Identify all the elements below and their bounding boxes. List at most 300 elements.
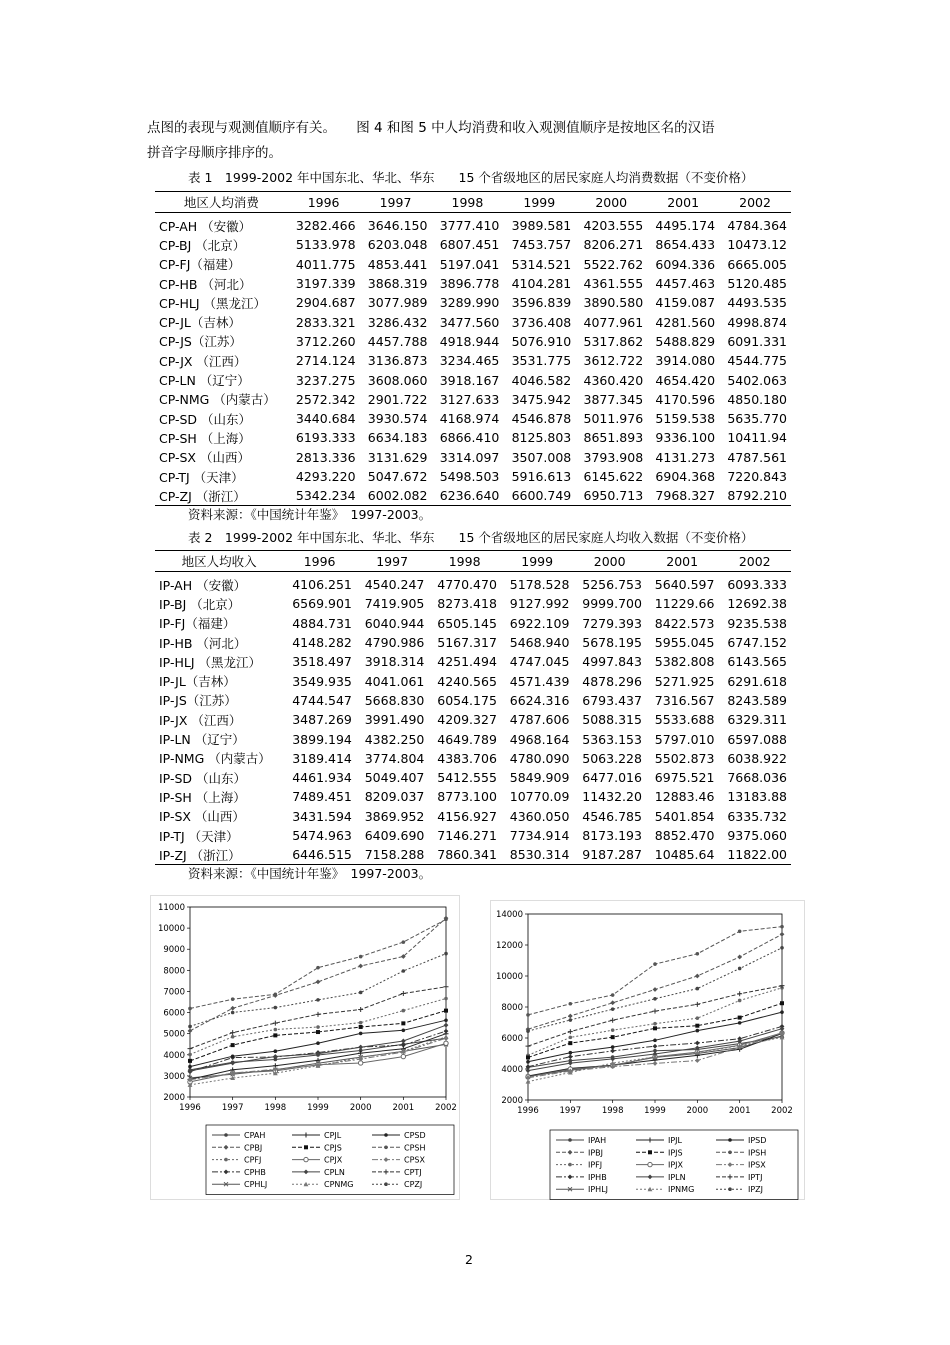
series-point — [444, 952, 448, 956]
region-cell: IP-NMG （内蒙古） — [159, 751, 271, 767]
value-cell: 6950.713 — [575, 486, 647, 506]
value-cell: 11432.20 — [582, 789, 642, 805]
value-cell: 4540.247 — [364, 577, 425, 593]
value-cell: 4493.535 — [727, 295, 787, 311]
year-column-header: 1999 — [501, 551, 574, 572]
value-cell: 3596.839 — [511, 295, 572, 311]
value-cell: 6203.048 — [367, 237, 428, 253]
value-cell: 4293.220 — [295, 469, 356, 484]
series-point — [738, 967, 742, 971]
table-row — [155, 255, 791, 274]
series-point — [648, 1150, 652, 1154]
legend-label: CPFJ — [244, 1155, 262, 1165]
legend-label: IPFJ — [588, 1160, 603, 1170]
y-tick-label: 4000 — [501, 1065, 523, 1075]
series-point — [231, 1011, 235, 1015]
value-cell: 8243.589 — [727, 692, 787, 708]
value-cell: 8206.271 — [583, 237, 644, 253]
series-point — [316, 1041, 320, 1045]
value-cell: 4383.706 — [437, 750, 497, 766]
series-point — [188, 1059, 192, 1063]
value-cell: 3991.490 — [364, 712, 425, 728]
y-tick-label: 10000 — [157, 924, 185, 935]
series-point — [728, 1138, 732, 1142]
value-cell: 3899.194 — [292, 731, 352, 747]
region-cell: CP-LN （辽宁） — [159, 373, 250, 389]
region-cell: CP-JS（江苏） — [159, 334, 242, 350]
value-cell: 9375.060 — [727, 828, 787, 843]
table-row — [155, 351, 791, 370]
y-tick-label: 9000 — [163, 945, 185, 956]
value-cell: 6054.175 — [437, 692, 497, 708]
legend-label: IPSH — [748, 1148, 767, 1158]
x-tick-label: 1997 — [221, 1103, 244, 1113]
value-cell: 3237.275 — [295, 372, 356, 388]
value-cell: 8273.418 — [437, 596, 497, 612]
value-cell: 4649.789 — [437, 731, 497, 747]
value-cell: 5314.521 — [511, 256, 572, 272]
value-cell: 5197.041 — [439, 256, 500, 272]
value-cell: 9127.992 — [509, 596, 570, 612]
value-cell: 4203.555 — [583, 218, 644, 234]
x-tick-label: 2002 — [435, 1103, 457, 1113]
table-row — [155, 633, 791, 652]
value-cell: 3989.581 — [511, 218, 572, 234]
value-cell: 5167.317 — [437, 635, 497, 651]
table-row — [155, 448, 791, 467]
value-cell: 5412.555 — [437, 770, 497, 786]
value-cell: 8852.470 — [654, 828, 715, 843]
table2-header-row — [155, 551, 791, 572]
series-point — [611, 993, 615, 997]
x-tick-label: 1996 — [179, 1103, 201, 1113]
series-point — [444, 1018, 448, 1022]
table-row — [155, 213, 791, 236]
value-cell: 3777.410 — [439, 218, 500, 234]
legend-label: IPTJ — [748, 1172, 763, 1182]
region-cell: CP-ZJ （浙江） — [155, 486, 288, 506]
value-cell: 8125.803 — [511, 430, 572, 446]
series-point — [728, 1187, 732, 1191]
series-point — [274, 1028, 278, 1032]
region-cell: CP-SH （上海） — [159, 430, 251, 446]
year-column-header: 2000 — [575, 192, 647, 213]
value-cell: 8422.573 — [654, 615, 715, 631]
legend-label: CPSD — [404, 1131, 426, 1140]
x-tick-label: 2001 — [392, 1103, 415, 1113]
value-cell: 4918.944 — [439, 333, 500, 349]
series-point — [188, 1053, 192, 1057]
value-cell: 6665.005 — [727, 256, 787, 272]
value-cell: 5049.407 — [364, 770, 425, 786]
value-cell: 5401.854 — [654, 808, 715, 824]
region-cell: CP-NMG （内蒙古） — [159, 392, 276, 408]
value-cell: 6094.336 — [655, 256, 716, 272]
series-point — [648, 1162, 652, 1166]
value-cell: 3918.314 — [364, 654, 425, 670]
region-cell: IP-JX （江西） — [159, 712, 242, 728]
value-cell: 3314.097 — [439, 449, 500, 465]
body-paragraph — [147, 116, 787, 166]
value-cell: 4571.439 — [509, 673, 570, 689]
value-cell: 6600.749 — [503, 486, 575, 506]
region-cell: IP-HB （河北） — [159, 635, 247, 651]
series-point — [696, 1029, 700, 1033]
value-cell: 4168.974 — [439, 411, 500, 427]
value-cell: 6807.451 — [439, 237, 500, 253]
value-cell: 4495.174 — [655, 218, 716, 234]
series-point — [569, 1018, 573, 1022]
value-cell: 6477.016 — [582, 770, 642, 786]
value-cell: 4240.565 — [437, 673, 497, 689]
region-cell: IP-TJ （天津） — [159, 828, 239, 844]
value-cell: 4156.927 — [437, 808, 497, 824]
value-cell: 3793.908 — [583, 449, 644, 465]
series-point — [738, 930, 742, 934]
value-cell: 6793.437 — [582, 692, 642, 708]
value-cell: 3440.684 — [295, 411, 356, 427]
value-cell: 4787.561 — [727, 449, 787, 465]
value-cell: 5522.762 — [583, 256, 644, 272]
series-point — [231, 1035, 235, 1039]
value-cell: 3930.574 — [367, 411, 428, 427]
value-cell: 5178.528 — [509, 577, 570, 593]
legend-label: CPZJ — [404, 1180, 423, 1190]
table-row — [155, 671, 791, 690]
legend-label: CPHB — [244, 1167, 266, 1177]
table1-header-row — [155, 192, 791, 213]
y-tick-label: 2000 — [163, 1093, 185, 1103]
value-cell: 6236.640 — [431, 486, 503, 506]
value-cell: 5533.688 — [654, 712, 715, 728]
region-cell: IP-JL（吉林） — [159, 674, 236, 690]
region-cell: IP-HLJ （黑龙江） — [159, 654, 261, 670]
value-cell: 4209.327 — [437, 712, 497, 728]
value-cell: 4382.250 — [364, 731, 425, 747]
value-cell: 9336.100 — [655, 430, 716, 446]
value-cell: 5635.770 — [727, 411, 787, 427]
year-column-header: 1997 — [356, 551, 429, 572]
series-point — [611, 1035, 615, 1039]
region-cell: IP-SD （山东） — [159, 770, 246, 786]
series-point — [359, 1021, 363, 1025]
x-tick-label: 1999 — [644, 1106, 666, 1116]
legend-label: IPSD — [748, 1136, 767, 1145]
value-cell: 5159.538 — [655, 411, 716, 427]
series-point — [526, 1013, 530, 1017]
series-point — [696, 952, 700, 956]
value-cell: 4998.874 — [727, 314, 787, 330]
series-point — [188, 1007, 192, 1011]
value-cell: 4170.596 — [655, 391, 716, 407]
value-cell: 3077.989 — [367, 295, 428, 311]
chart-legend — [206, 1125, 454, 1195]
value-cell: 4654.420 — [655, 372, 716, 388]
value-cell: 3712.260 — [295, 333, 356, 349]
value-cell: 5363.153 — [582, 731, 642, 747]
value-cell: 4361.555 — [583, 276, 644, 292]
series-point — [653, 1039, 657, 1043]
value-cell: 5502.873 — [654, 750, 715, 766]
series-point — [402, 1009, 406, 1013]
y-tick-label: 6000 — [501, 1034, 523, 1044]
table-row — [155, 428, 791, 447]
x-tick-label: 2000 — [349, 1103, 372, 1113]
series-point — [653, 1026, 657, 1030]
value-cell: 3612.722 — [583, 353, 644, 369]
value-cell: 3289.990 — [439, 295, 500, 311]
value-cell: 5317.862 — [583, 333, 644, 349]
table-row — [155, 332, 791, 351]
table-row — [155, 572, 791, 595]
value-cell: 8530.314 — [501, 845, 574, 865]
value-cell: 7146.271 — [437, 828, 497, 843]
series-point — [780, 1001, 784, 1005]
value-cell: 3868.319 — [367, 276, 428, 292]
paragraph-line-1: 点图的表现与观测值顺序有关。 图 4 和图 5 中人均消费和收入观测值顺序是按地区名的汉语 — [147, 120, 715, 136]
x-tick-label: 1998 — [601, 1106, 624, 1116]
legend-label: IPAH — [588, 1136, 607, 1145]
table1-caption-b: 15 个省级地区的居民家庭人均消费数据（不变价格） — [458, 170, 754, 185]
value-cell: 6922.109 — [509, 615, 570, 631]
value-cell: 8773.100 — [437, 789, 497, 805]
value-cell: 5916.613 — [511, 469, 572, 484]
table-row — [155, 691, 791, 710]
series-point — [526, 1060, 530, 1064]
value-cell: 4770.470 — [437, 577, 497, 593]
series-point — [444, 918, 448, 922]
y-tick-label: 3000 — [163, 1071, 185, 1082]
table-row — [155, 768, 791, 787]
value-cell: 5474.963 — [292, 828, 352, 843]
series-point — [316, 998, 320, 1002]
series-point — [273, 1033, 277, 1037]
region-cell: CP-HLJ （黑龙江） — [159, 295, 267, 311]
region-column-header: 地区人均收入 — [155, 551, 283, 572]
table-row — [155, 370, 791, 389]
y-tick-label: 8000 — [501, 1003, 523, 1013]
table2-caption — [188, 528, 753, 546]
value-cell: 3475.942 — [511, 391, 572, 407]
value-cell: 10411.94 — [727, 430, 787, 446]
value-cell: 5498.503 — [439, 469, 500, 484]
series-point — [316, 966, 320, 970]
table2-caption-a: 表 2 1999-2002 年中国东北、华北、华东 — [188, 530, 435, 545]
page-number: 2 — [465, 1252, 473, 1267]
series-point — [274, 1006, 278, 1010]
series-point — [696, 1016, 700, 1020]
series-point — [568, 1163, 572, 1167]
value-cell: 3234.465 — [439, 353, 500, 369]
value-cell: 5133.978 — [295, 237, 356, 253]
value-cell: 12883.46 — [654, 789, 715, 805]
region-cell: CP-SX （山西） — [159, 450, 250, 466]
year-column-header: 2001 — [646, 551, 719, 572]
x-tick-label: 2002 — [771, 1106, 793, 1116]
series-point — [188, 1025, 192, 1029]
series-point — [569, 1036, 573, 1040]
value-cell: 3189.414 — [292, 750, 352, 766]
region-cell: CP-JL（吉林） — [159, 315, 241, 331]
value-cell: 2904.687 — [295, 295, 356, 311]
table-row — [155, 787, 791, 806]
legend-label: IPJL — [668, 1136, 682, 1145]
value-cell: 6904.368 — [655, 469, 716, 484]
series-point — [401, 1054, 405, 1058]
value-cell: 4360.050 — [509, 808, 570, 824]
table1-source: 资料来源：《中国统计年鉴》 1997-2003。 — [188, 507, 432, 522]
value-cell: 6409.690 — [364, 828, 425, 843]
region-cell: CP-AH （安徽） — [159, 218, 252, 234]
series-point — [231, 1043, 235, 1047]
series-point — [224, 1158, 228, 1162]
region-cell: IP-LN （辽宁） — [159, 732, 245, 748]
region-cell: CP-TJ （天津） — [159, 469, 244, 485]
value-cell: 6091.331 — [727, 333, 787, 349]
series-point — [695, 1024, 699, 1028]
series-point — [728, 1151, 732, 1155]
y-tick-label: 11000 — [157, 903, 185, 913]
series-point — [780, 925, 784, 929]
series-point — [569, 1051, 573, 1055]
value-cell: 7668.036 — [727, 770, 787, 786]
value-cell: 7316.567 — [654, 692, 715, 708]
value-cell: 3918.167 — [439, 372, 500, 388]
series-point — [224, 1133, 228, 1137]
value-cell: 6093.333 — [727, 577, 787, 593]
legend-label: IPNMG — [668, 1185, 695, 1195]
table-row — [155, 710, 791, 729]
value-cell: 13183.88 — [727, 789, 787, 805]
legend-label: CPTJ — [404, 1167, 422, 1177]
region-cell: CP-FJ（福建） — [159, 257, 241, 273]
y-tick-label: 5000 — [163, 1029, 185, 1040]
series-point — [304, 1157, 308, 1161]
year-column-header: 1997 — [360, 192, 432, 213]
legend-label: IPJS — [668, 1148, 683, 1158]
value-cell: 3531.775 — [511, 353, 572, 369]
value-cell: 7220.843 — [727, 469, 787, 484]
value-cell: 6866.410 — [439, 430, 500, 446]
value-cell: 4997.843 — [582, 654, 642, 670]
region-cell: CP-BJ （北京） — [159, 237, 246, 253]
value-cell: 6569.901 — [292, 596, 352, 612]
value-cell: 8209.037 — [364, 789, 425, 805]
year-column-header: 1998 — [428, 551, 501, 572]
table-row — [155, 274, 791, 293]
year-column-header: 1999 — [503, 192, 575, 213]
value-cell: 4046.582 — [511, 372, 572, 388]
value-cell: 9999.700 — [582, 596, 642, 612]
legend-label: CPJL — [324, 1131, 342, 1140]
value-cell: 7453.757 — [511, 237, 572, 253]
value-cell: 6040.944 — [364, 615, 425, 631]
value-cell: 6505.145 — [437, 615, 497, 631]
legend-label: CPNMG — [324, 1180, 354, 1190]
value-cell: 6145.622 — [583, 469, 644, 484]
year-column-header: 1996 — [288, 192, 360, 213]
series-point — [526, 1055, 530, 1059]
series-point — [384, 1182, 388, 1186]
value-cell: 4787.606 — [509, 712, 570, 728]
table-row — [155, 614, 791, 633]
figure5-income-chart — [490, 900, 805, 1200]
value-cell: 5955.045 — [654, 635, 715, 651]
value-cell: 8654.433 — [655, 237, 716, 253]
value-cell: 5120.485 — [727, 276, 787, 292]
table-row — [155, 409, 791, 428]
value-cell: 4281.560 — [655, 314, 716, 330]
value-cell: 6143.565 — [727, 654, 787, 670]
table-row — [155, 293, 791, 312]
value-cell: 4968.164 — [509, 731, 570, 747]
series-point — [611, 1007, 615, 1011]
series-point — [316, 1025, 320, 1029]
series-point — [188, 1065, 192, 1069]
region-cell: CP-SD （山东） — [159, 411, 252, 427]
series-point — [780, 1010, 784, 1014]
legend-label: CPAH — [244, 1131, 266, 1140]
value-cell: 7860.341 — [428, 845, 501, 865]
value-cell: 2572.342 — [295, 391, 356, 407]
value-cell: 4884.731 — [292, 615, 352, 631]
legend-label: CPSH — [404, 1143, 426, 1153]
x-tick-label: 2000 — [686, 1106, 709, 1116]
value-cell: 12692.38 — [727, 596, 787, 612]
legend-label: IPZJ — [748, 1185, 764, 1195]
value-cell: 7489.451 — [292, 789, 352, 805]
value-cell: 10485.64 — [646, 845, 719, 865]
value-cell: 10770.09 — [509, 789, 570, 805]
value-cell: 7734.914 — [509, 828, 570, 843]
value-cell: 4457.463 — [655, 276, 716, 292]
legend-label: IPJX — [668, 1160, 684, 1170]
value-cell: 2901.722 — [367, 391, 428, 407]
table2-income — [155, 550, 791, 865]
value-cell: 6624.316 — [509, 692, 570, 708]
value-cell: 3431.594 — [292, 808, 352, 824]
value-cell: 3518.497 — [292, 654, 352, 670]
legend-label: CPSX — [404, 1155, 425, 1165]
value-cell: 5382.808 — [654, 654, 715, 670]
series-point — [231, 1054, 235, 1058]
region-cell: IP-BJ （北京） — [159, 596, 241, 612]
value-cell: 4159.087 — [655, 295, 716, 311]
series-point — [568, 1041, 572, 1045]
region-cell: IP-JS（江苏） — [159, 693, 237, 709]
series-point — [384, 1146, 388, 1150]
value-cell: 6446.515 — [283, 845, 356, 865]
year-column-header: 2001 — [647, 192, 719, 213]
legend-label: CPHLJ — [244, 1180, 268, 1190]
value-cell: 4106.251 — [292, 577, 352, 593]
value-cell: 4744.547 — [292, 692, 352, 708]
value-cell: 3890.580 — [583, 295, 644, 311]
value-cell: 3286.432 — [367, 314, 428, 330]
value-cell: 4457.788 — [367, 333, 428, 349]
table-row — [155, 312, 791, 331]
value-cell: 3549.935 — [292, 673, 352, 689]
value-cell: 5088.315 — [582, 712, 642, 728]
table1-caption-a: 表 1 1999-2002 年中国东北、华北、华东 — [188, 170, 435, 185]
table-row — [155, 467, 791, 486]
value-cell: 4104.281 — [511, 276, 572, 292]
value-cell: 2813.336 — [295, 449, 356, 465]
series-point — [444, 997, 448, 1001]
region-cell: IP-AH （安徽） — [159, 577, 247, 593]
year-column-header: 1998 — [431, 192, 503, 213]
value-cell: 3507.008 — [511, 449, 572, 465]
